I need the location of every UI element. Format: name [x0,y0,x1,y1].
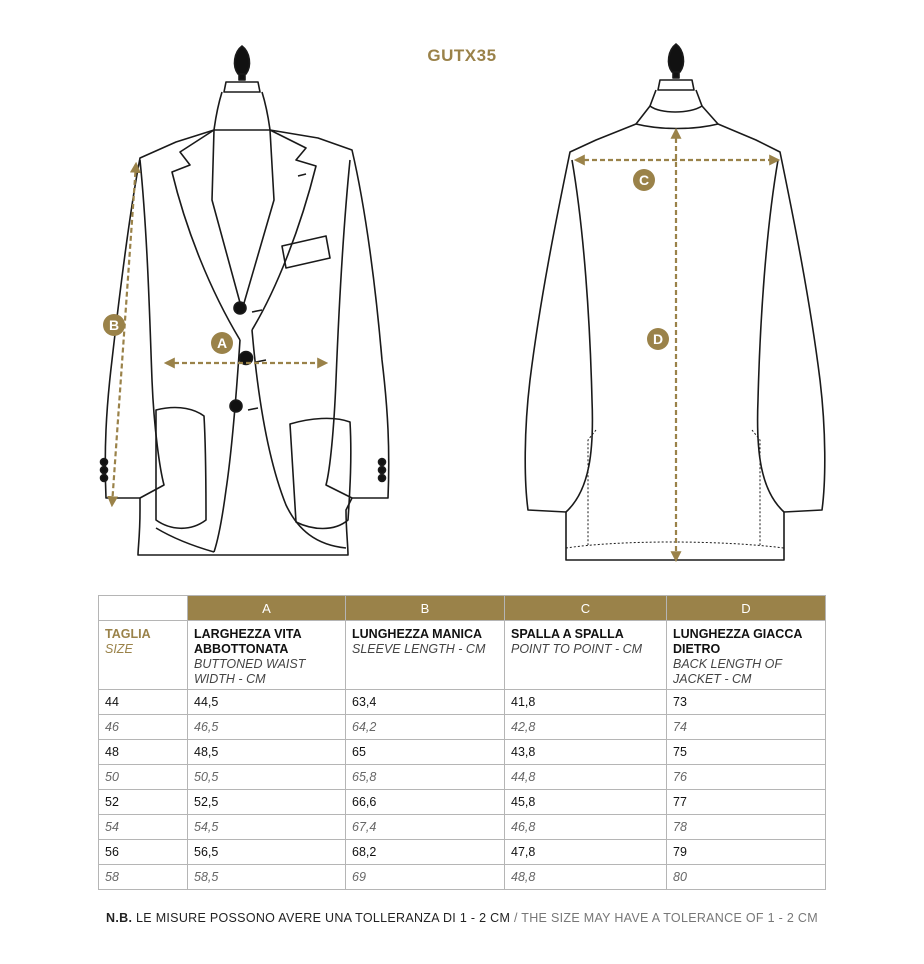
size-cell: 52 [99,790,188,815]
column-label-en: BUTTONED WAIST WIDTH - CM [194,657,306,686]
tolerance-note [0,911,924,925]
value-cell-a: 56,5 [188,840,346,865]
size-cell: 58 [99,865,188,890]
note-separator: / [513,911,518,925]
note-nb: N.B. [106,911,133,925]
value-cell-b: 64,2 [346,715,505,740]
jacket-front-drawing [101,46,389,555]
value-cell-c: 46,8 [505,815,667,840]
value-cell-a: 50,5 [188,765,346,790]
value-cell-c: 45,8 [505,790,667,815]
value-cell-d: 73 [667,690,826,715]
table-row [99,790,826,815]
value-cell-c: 41,8 [505,690,667,715]
column-letter-b: B [346,596,505,621]
column-label-en: BACK LENGTH OF JACKET - CM [673,657,782,686]
value-cell-d: 78 [667,815,826,840]
table-letter-row [99,596,826,621]
value-cell-a: 48,5 [188,740,346,765]
table-row [99,715,826,740]
column-label-en: POINT TO POINT - CM [511,642,643,656]
column-label-it: SPALLA A SPALLA [511,627,624,641]
size-cell: 48 [99,740,188,765]
value-cell-d: 80 [667,865,826,890]
size-label-it: TAGLIA [105,627,151,641]
table-row [99,765,826,790]
value-cell-a: 58,5 [188,865,346,890]
size-cell: 44 [99,690,188,715]
value-cell-b: 65 [346,740,505,765]
size-cell: 56 [99,840,188,865]
column-label-it: LUNGHEZZA MANICA [352,627,483,641]
value-cell-c: 43,8 [505,740,667,765]
size-table [98,595,826,890]
value-cell-d: 77 [667,790,826,815]
model-code: GUTX35 [427,46,497,65]
measure-d [647,130,676,560]
table-row [99,740,826,765]
size-label-en: SIZE [105,642,133,656]
size-cell: 50 [99,765,188,790]
column-letter-a: A [188,596,346,621]
value-cell-c: 47,8 [505,840,667,865]
value-cell-d: 79 [667,840,826,865]
value-cell-b: 65,8 [346,765,505,790]
value-cell-a: 52,5 [188,790,346,815]
value-cell-d: 75 [667,740,826,765]
size-cell: 46 [99,715,188,740]
value-cell-d: 74 [667,715,826,740]
marker-a-label: A [216,335,228,351]
column-letter-d: D [667,596,826,621]
value-cell-d: 76 [667,765,826,790]
table-row [99,865,826,890]
column-header-b [346,621,505,690]
marker-d-label: D [652,331,664,347]
table-row [99,690,826,715]
size-header-cell [99,621,188,690]
table-label-row [99,621,826,690]
value-cell-b: 63,4 [346,690,505,715]
column-header-d [667,621,826,690]
value-cell-c: 42,8 [505,715,667,740]
column-label-it: LUNGHEZZA GIACCA DIETRO [673,627,802,656]
value-cell-b: 67,4 [346,815,505,840]
value-cell-c: 44,8 [505,765,667,790]
value-cell-a: 46,5 [188,715,346,740]
value-cell-b: 69 [346,865,505,890]
value-cell-a: 44,5 [188,690,346,715]
value-cell-c: 48,8 [505,865,667,890]
column-letter-c: C [505,596,667,621]
column-label-it: LARGHEZZA VITA ABBOTTONATA [194,627,302,656]
table-row [99,840,826,865]
size-cell: 54 [99,815,188,840]
table-row [99,815,826,840]
column-header-a [188,621,346,690]
marker-c-label: C [638,172,650,188]
value-cell-a: 54,5 [188,815,346,840]
column-label-en: SLEEVE LENGTH - CM [352,642,486,656]
value-cell-b: 68,2 [346,840,505,865]
note-text-it: LE MISURE POSSONO AVERE UNA TOLLERANZA DI 1 - 2 CM [136,911,511,925]
note-text-en: THE SIZE MAY HAVE A TOLERANCE OF 1 - 2 CM [521,911,818,925]
value-cell-b: 66,6 [346,790,505,815]
column-header-c [505,621,667,690]
size-rows [99,690,826,890]
table-corner-cell [99,596,188,621]
marker-b-label: B [108,317,120,333]
